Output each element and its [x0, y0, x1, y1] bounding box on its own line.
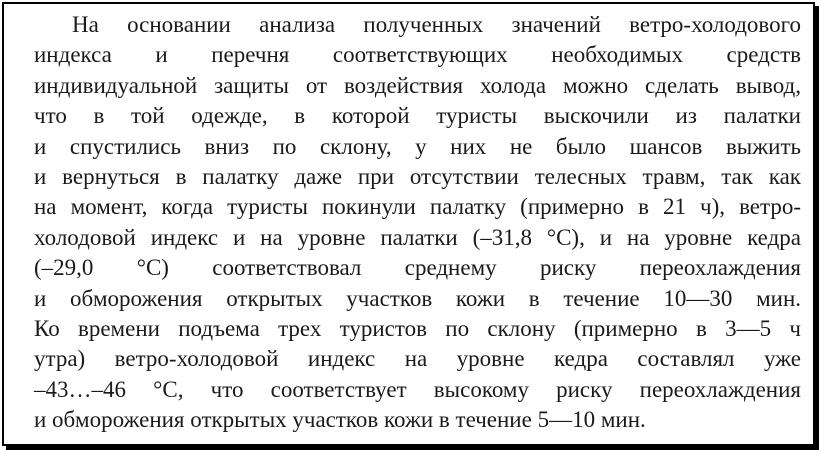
paragraph-line: и вернуться в палатку даже при отсутствии телесных травм, так как — [34, 163, 801, 189]
paragraph-line: –43…–46 °С, что соответствует высокому риску переохлаждения — [34, 376, 801, 402]
text-frame — [2, 2, 815, 446]
paragraph-line: что в той одежде, в которой туристы выскочили из палатки — [34, 103, 801, 129]
paragraph-line: и обморожения открытых участков кожи в течение 5—10 мин. — [34, 407, 646, 433]
paragraph-line: индекса и перечня соответствующих необходимых средств — [34, 42, 801, 68]
paragraph — [34, 10, 801, 435]
paragraph-line: и спустились вниз по склону, у них не было шансов выжить — [34, 133, 801, 159]
paragraph-line: (–29,0 °С) соответствовал среднему риску переохлаждения — [34, 255, 801, 281]
paragraph-line: холодовой индекс и на уровне палатки (–31,8 °С), и на уровне кедра — [34, 224, 801, 250]
paragraph-line: Ко времени подъема трех туристов по склону (примерно в 3—5 ч — [34, 315, 801, 341]
paragraph-line: утра) ветро-холодовой индекс на уровне кедра составлял уже — [34, 346, 801, 372]
paragraph-line: На основании анализа полученных значений ветро-холодового — [72, 12, 801, 37]
paragraph-line: индивидуальной защиты от воздействия холода можно сделать вывод, — [34, 72, 801, 98]
paragraph-line: и обморожения открытых участков кожи в течение 10—30 мин. — [34, 285, 801, 311]
paragraph-line: на момент, когда туристы покинули палатку (примерно в 21 ч), ветро- — [34, 194, 801, 220]
